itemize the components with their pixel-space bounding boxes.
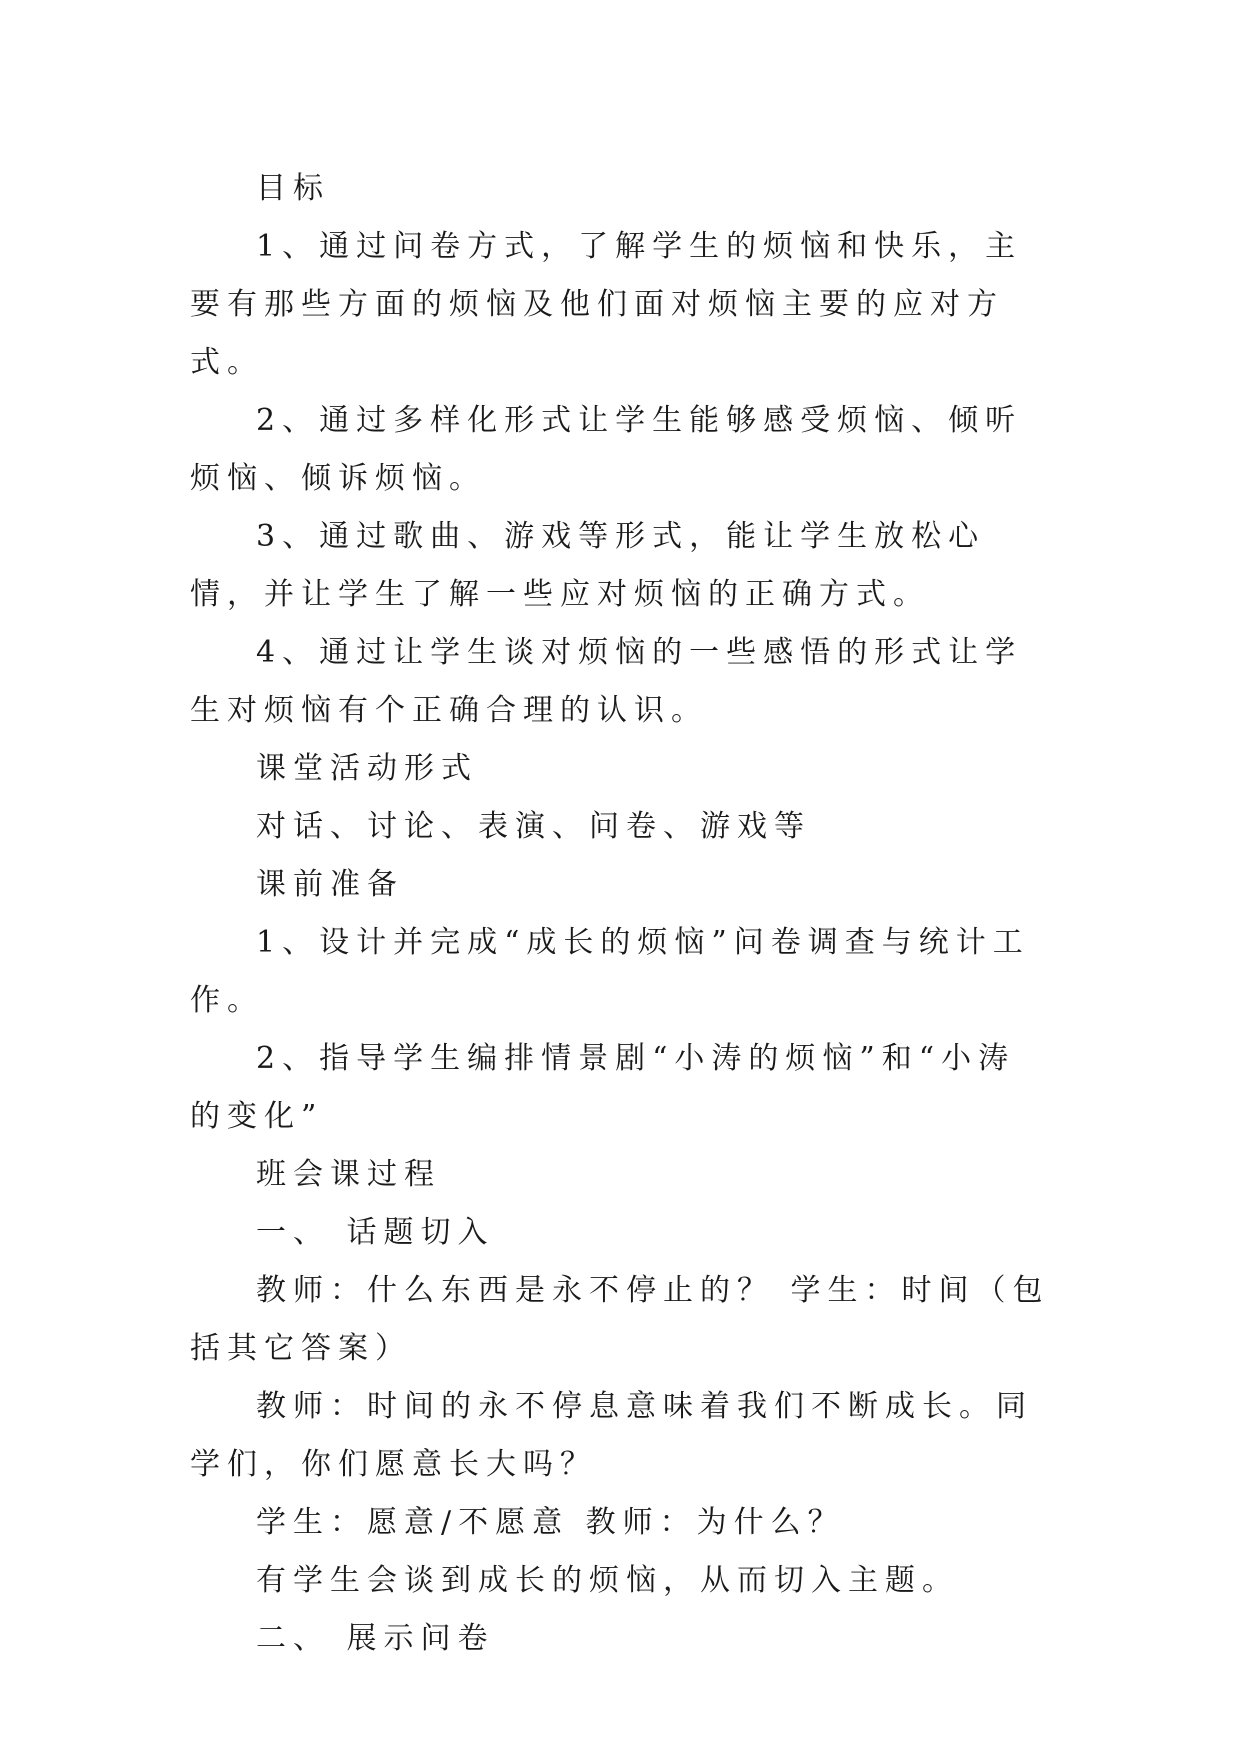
heading-preparation: 课前准备 — [256, 867, 404, 902]
activity-forms-list: 对话、讨论、表演、问卷、游戏等 — [256, 809, 811, 844]
goal-item-3: 3、通过歌曲、游戏等形式，能让学生放松心情，并让学生了解一些应对烦恼的正确方式。 — [190, 519, 986, 612]
heading-activity-forms: 课堂活动形式 — [256, 751, 478, 786]
heading-class-process: 班会课过程 — [256, 1157, 441, 1192]
heading-goals: 目标 — [256, 171, 330, 206]
dialogue-line-1: 教师：什么东西是永不停止的？ 学生：时间（包括其它答案） — [190, 1273, 1050, 1366]
goal-item-2: 2、通过多样化形式让学生能够感受烦恼、倾听烦恼、倾诉烦恼。 — [190, 403, 1023, 496]
dialogue-line-4: 有学生会谈到成长的烦恼，从而切入主题。 — [256, 1563, 959, 1598]
dialogue-line-2: 教师：时间的永不停息意味着我们不断成长。同学们，你们愿意长大吗？ — [190, 1389, 1033, 1482]
preparation-item-1: 1、设计并完成“成长的烦恼”问卷调查与统计工作。 — [190, 925, 1030, 1018]
preparation-item-2: 2、指导学生编排情景剧“小涛的烦恼”和“小涛的变化” — [190, 1041, 1016, 1134]
goal-item-4: 4、通过让学生谈对烦恼的一些感悟的形式让学生对烦恼有个正确合理的认识。 — [190, 635, 1023, 728]
section-topic-intro: 一、 话题切入 — [256, 1215, 495, 1250]
document-page — [190, 160, 1050, 1668]
section-show-questionnaire: 二、 展示问卷 — [256, 1621, 495, 1656]
dialogue-line-3: 学生：愿意/不愿意 教师：为什么？ — [256, 1505, 845, 1540]
goal-item-1: 1、通过问卷方式，了解学生的烦恼和快乐，主要有那些方面的烦恼及他们面对烦恼主要的应对方式。 — [190, 229, 1023, 380]
